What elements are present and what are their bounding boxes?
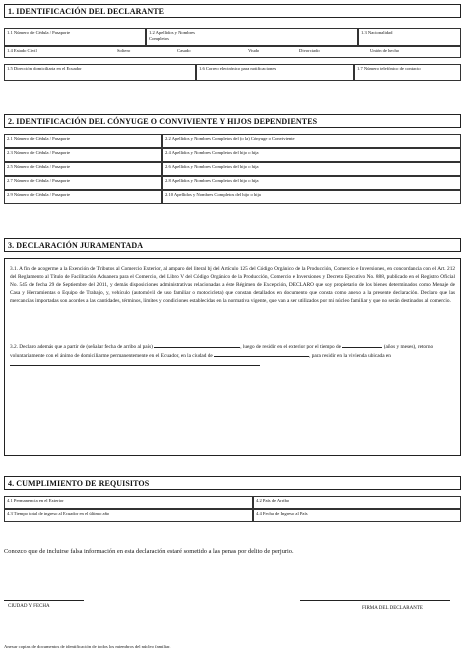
civil-union[interactable]: Unión de hecho [370, 48, 400, 53]
field-2-3[interactable]: 2.3 Número de Cédula / Pasaporte [4, 148, 162, 162]
time-abroad-line[interactable] [342, 342, 382, 348]
field-4-4[interactable]: 4.4 Fecha de Ingreso al País [253, 509, 461, 522]
perjury-statement: Conozco que de incluirse falsa información en esta declaración estaré sometido a las penas por delito de perjurio. [4, 548, 294, 555]
estado-civil-label: 1.4 Estado Civil [7, 48, 37, 53]
signature-line[interactable] [300, 600, 450, 601]
field-1-2[interactable]: 1.2 Apellidos y Nombres Completos [146, 28, 358, 46]
section3-body [4, 258, 461, 456]
address-line[interactable] [10, 360, 260, 366]
field-1-5[interactable]: 1.5 Dirección domiciliaria en el Ecuador [4, 64, 196, 81]
footer-note: Anexar copias de documentos de identificación de todos los miembros del núcleo familiar. [4, 644, 171, 649]
declaration-3-1: 3.1. A fin de acogerme a la Exención de Tributos al Comercio Exterior, al amparo del literal bj del Artículo 125 del Código Orgánico de la Producción, Comercio e Inversiones, en concordancia con el Art. 212 del Reglamento al Título de Facilitación Aduanera para el Comercio, del Libro V del Código Orgánico de la Producción, Comercio e Inversiones y Decreto Ejecutivo No. 888, publicado en el Registro Oficial No. 545 de fecha 29 de Septiembre del 2011, y demás disposiciones administrativas relacionadas a éste Régimen de Excepción, DECLARO que soy propietario de los bienes determinados como Menaje de Casa y Herramientas o Equipo de Trabajo, y, vehículo (automóvil de uso familiar o motocicleta) que constan detallados en documento que consta como anexo a la presente declaración. Declaro que las mercancías importadas son acordes a las cantidades, términos, límites y condiciones establecidas en la normativa vigente, que van a ser utilizados por mi núcleo familiar y que no serán destinados al comercio. [10, 266, 455, 304]
section3-title: 3. DECLARACIÓN JURAMENTADA [8, 241, 144, 250]
city-date-line[interactable] [4, 600, 84, 601]
civil-casado[interactable]: Casado [177, 48, 191, 53]
field-1-1[interactable]: 1.1 Número de Cédula / Pasaporte [4, 28, 146, 46]
section3-header [4, 238, 461, 252]
field-2-7[interactable]: 2.7 Número de Cédula / Pasaporte [4, 176, 162, 190]
section1-header [4, 4, 461, 18]
civil-soltero[interactable]: Soltero [117, 48, 131, 53]
field-1-6[interactable]: 1.6 Correo electrónico para notificaciones [196, 64, 354, 81]
field-2-6[interactable]: 2.6 Apellidos y Nombres Completos del hijo o hija [162, 162, 461, 176]
civil-viudo[interactable]: Viudo [248, 48, 260, 53]
signature-label: FIRMA DEL DECLARANTE [362, 606, 423, 611]
civil-divorciado[interactable]: Divorciado [299, 48, 320, 53]
field-2-4[interactable]: 2.4 Apellidos y Nombres Completos del hijo o hija [162, 148, 461, 162]
field-2-8[interactable]: 2.8 Apellidos y Nombres Completos del hijo o hija [162, 176, 461, 190]
city-line[interactable] [214, 351, 309, 357]
field-1-3[interactable]: 1.3 Nacionalidad [358, 28, 461, 46]
field-2-5[interactable]: 2.5 Número de Cédula / Pasaporte [4, 162, 162, 176]
section1-title: 1. IDENTIFICACIÓN DEL DECLARANTE [8, 7, 165, 16]
field-4-1[interactable]: 4.1 Permanencia en el Exterior [4, 496, 253, 509]
section2-header [4, 114, 461, 128]
city-date-label: CIUDAD Y FECHA [8, 604, 50, 609]
arrival-date-line[interactable] [154, 342, 240, 348]
field-4-2[interactable]: 4.2 País de Arribo [253, 496, 461, 509]
field-1-7[interactable]: 1.7 Número telefónico de contacto [354, 64, 461, 81]
field-2-2[interactable]: 2.2 Apellidos y Nombres Completos del (o la) Cónyuge o Conviviente [162, 134, 461, 148]
section4-title: 4. CUMPLIMIENTO DE REQUISITOS [8, 479, 150, 488]
field-2-1[interactable]: 2.1 Número de Cédula / Pasaporte [4, 134, 162, 148]
section2-title: 2. IDENTIFICACIÓN DEL CÓNYUGE O CONVIVIENTE Y HIJOS DEPENDIENTES [8, 117, 318, 126]
field-2-9[interactable]: 2.9 Número de Cédula / Pasaporte [4, 190, 162, 204]
field-2-10[interactable]: 2.10 Apellidos y Nombres Completos del hijo o hija [162, 190, 461, 204]
section4-header [4, 476, 461, 490]
declaration-3-2: 3.2. Declaro además que a partir de (señalar fecha de arribo al país) , luego de residir en el exterior por el tiempo de (años y meses), retorno voluntariamente con el ánimo de domiciliarme permanentemente en el Ecuador, en la ciudad de , para residir en la vivienda ubicada en [10, 342, 455, 369]
field-4-3[interactable]: 4.3 Tiempo total de ingreso al Ecuador en el último año [4, 509, 253, 522]
